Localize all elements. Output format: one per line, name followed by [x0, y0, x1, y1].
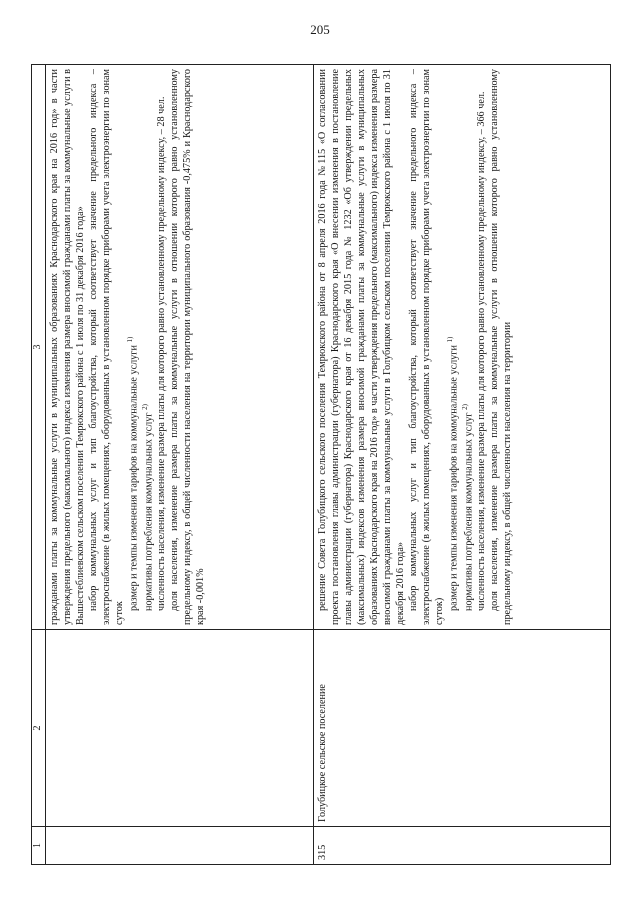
- paragraph: нормативы потребления коммунальных услуг $^{2)}$: [140, 404, 155, 611]
- paragraph: размер и темпы изменения тарифов на коммунальные услуги $^{1)}$: [126, 336, 140, 611]
- paragraph: гражданами платы за коммунальные услуги в муниципальных образованиях Краснодарского края на 2016 год» в части утверждения предельного (максимального) индекса изменения размера вносимой гражданами платы за коммунальные услуги в Вышестеблиевском сельском поселении Темрюкского района с 1 июля по 31 декабря 2016 года»: [49, 69, 87, 625]
- header-col-3: 3: [32, 65, 46, 630]
- row-description: [46, 65, 314, 630]
- paragraph: доля населения, изменение размера платы за коммунальные услуги в отношении которого равно установленному предельному индексу, в общей численности населения на территории: [489, 69, 514, 625]
- settlement-name: [46, 630, 314, 827]
- header-col-1: 1: [32, 827, 46, 865]
- table-row: [46, 65, 314, 865]
- paragraph: набор коммунальных услуг и тип благоустройства, который соответствует значение предельного индекса – электроснабжение (в жилых помещениях, оборудованных в установленном порядке приборами учета электроэнергии по зонам суток: [88, 69, 126, 625]
- paragraph: численность населения, изменение размера платы для которого равно установленному предельному индексу, – 28 чел.: [156, 96, 168, 611]
- header-row: [32, 65, 46, 865]
- rotated-table-container: [31, 65, 611, 865]
- page-number: 205: [310, 22, 330, 37]
- paragraph: решение Совета Голубицкого сельского поселения Темрюкского района от 8 апреля 2016 года №115 «О согласовании проекта постановления главы администрации (губернатора) Краснодарского края «О внесении изменения в постановление главы администрации (губернатора) Краснодарского края от 16 декабря 2015 года № 1232 «Об утверждении предельных (максимальных) индексов изменения размера вносимой гражданами платы за коммунальные услуги в муниципальных образованиях Краснодарского края на 2016 год» в части утверждения предельного (максимального) индекса изменения размера вносимой гражданами платы за коммунальные услуги в Голубицком сельском поселении Темрюкского района с 1 июля по 31 декабря 2016 года»: [317, 69, 407, 625]
- paragraph: набор коммунальных услуг и тип благоустройства, который соответствует значение предельного индекса – электроснабжение (в жилых помещениях, оборудованных в установленном порядке приборами учета электроэнергии по зонам суток): [408, 69, 446, 625]
- data-table: [31, 64, 611, 865]
- table-row: [314, 65, 611, 865]
- paragraph: нормативы потребления коммунальных услуг $^{2)}$: [460, 404, 475, 611]
- row-number: 315: [314, 827, 611, 865]
- paragraph: численность населения, изменение размера платы для которого равно установленному предельному индексу, – 366 чел.: [476, 91, 488, 611]
- row-number: [46, 827, 314, 865]
- header-col-2: 2: [32, 630, 46, 827]
- settlement-name: Голубицкое сельское поселение: [314, 630, 611, 827]
- paragraph: доля населения, изменение размера платы за коммунальные услуги в отношении которого равно установленному предельному индексу, в общей численности населения на территории муниципального образования -0,475% и Краснодарского края -0,001%: [169, 69, 207, 625]
- row-description: [314, 65, 611, 630]
- paragraph: размер и темпы изменения тарифов на коммунальные услуги $^{1)}$: [446, 336, 460, 611]
